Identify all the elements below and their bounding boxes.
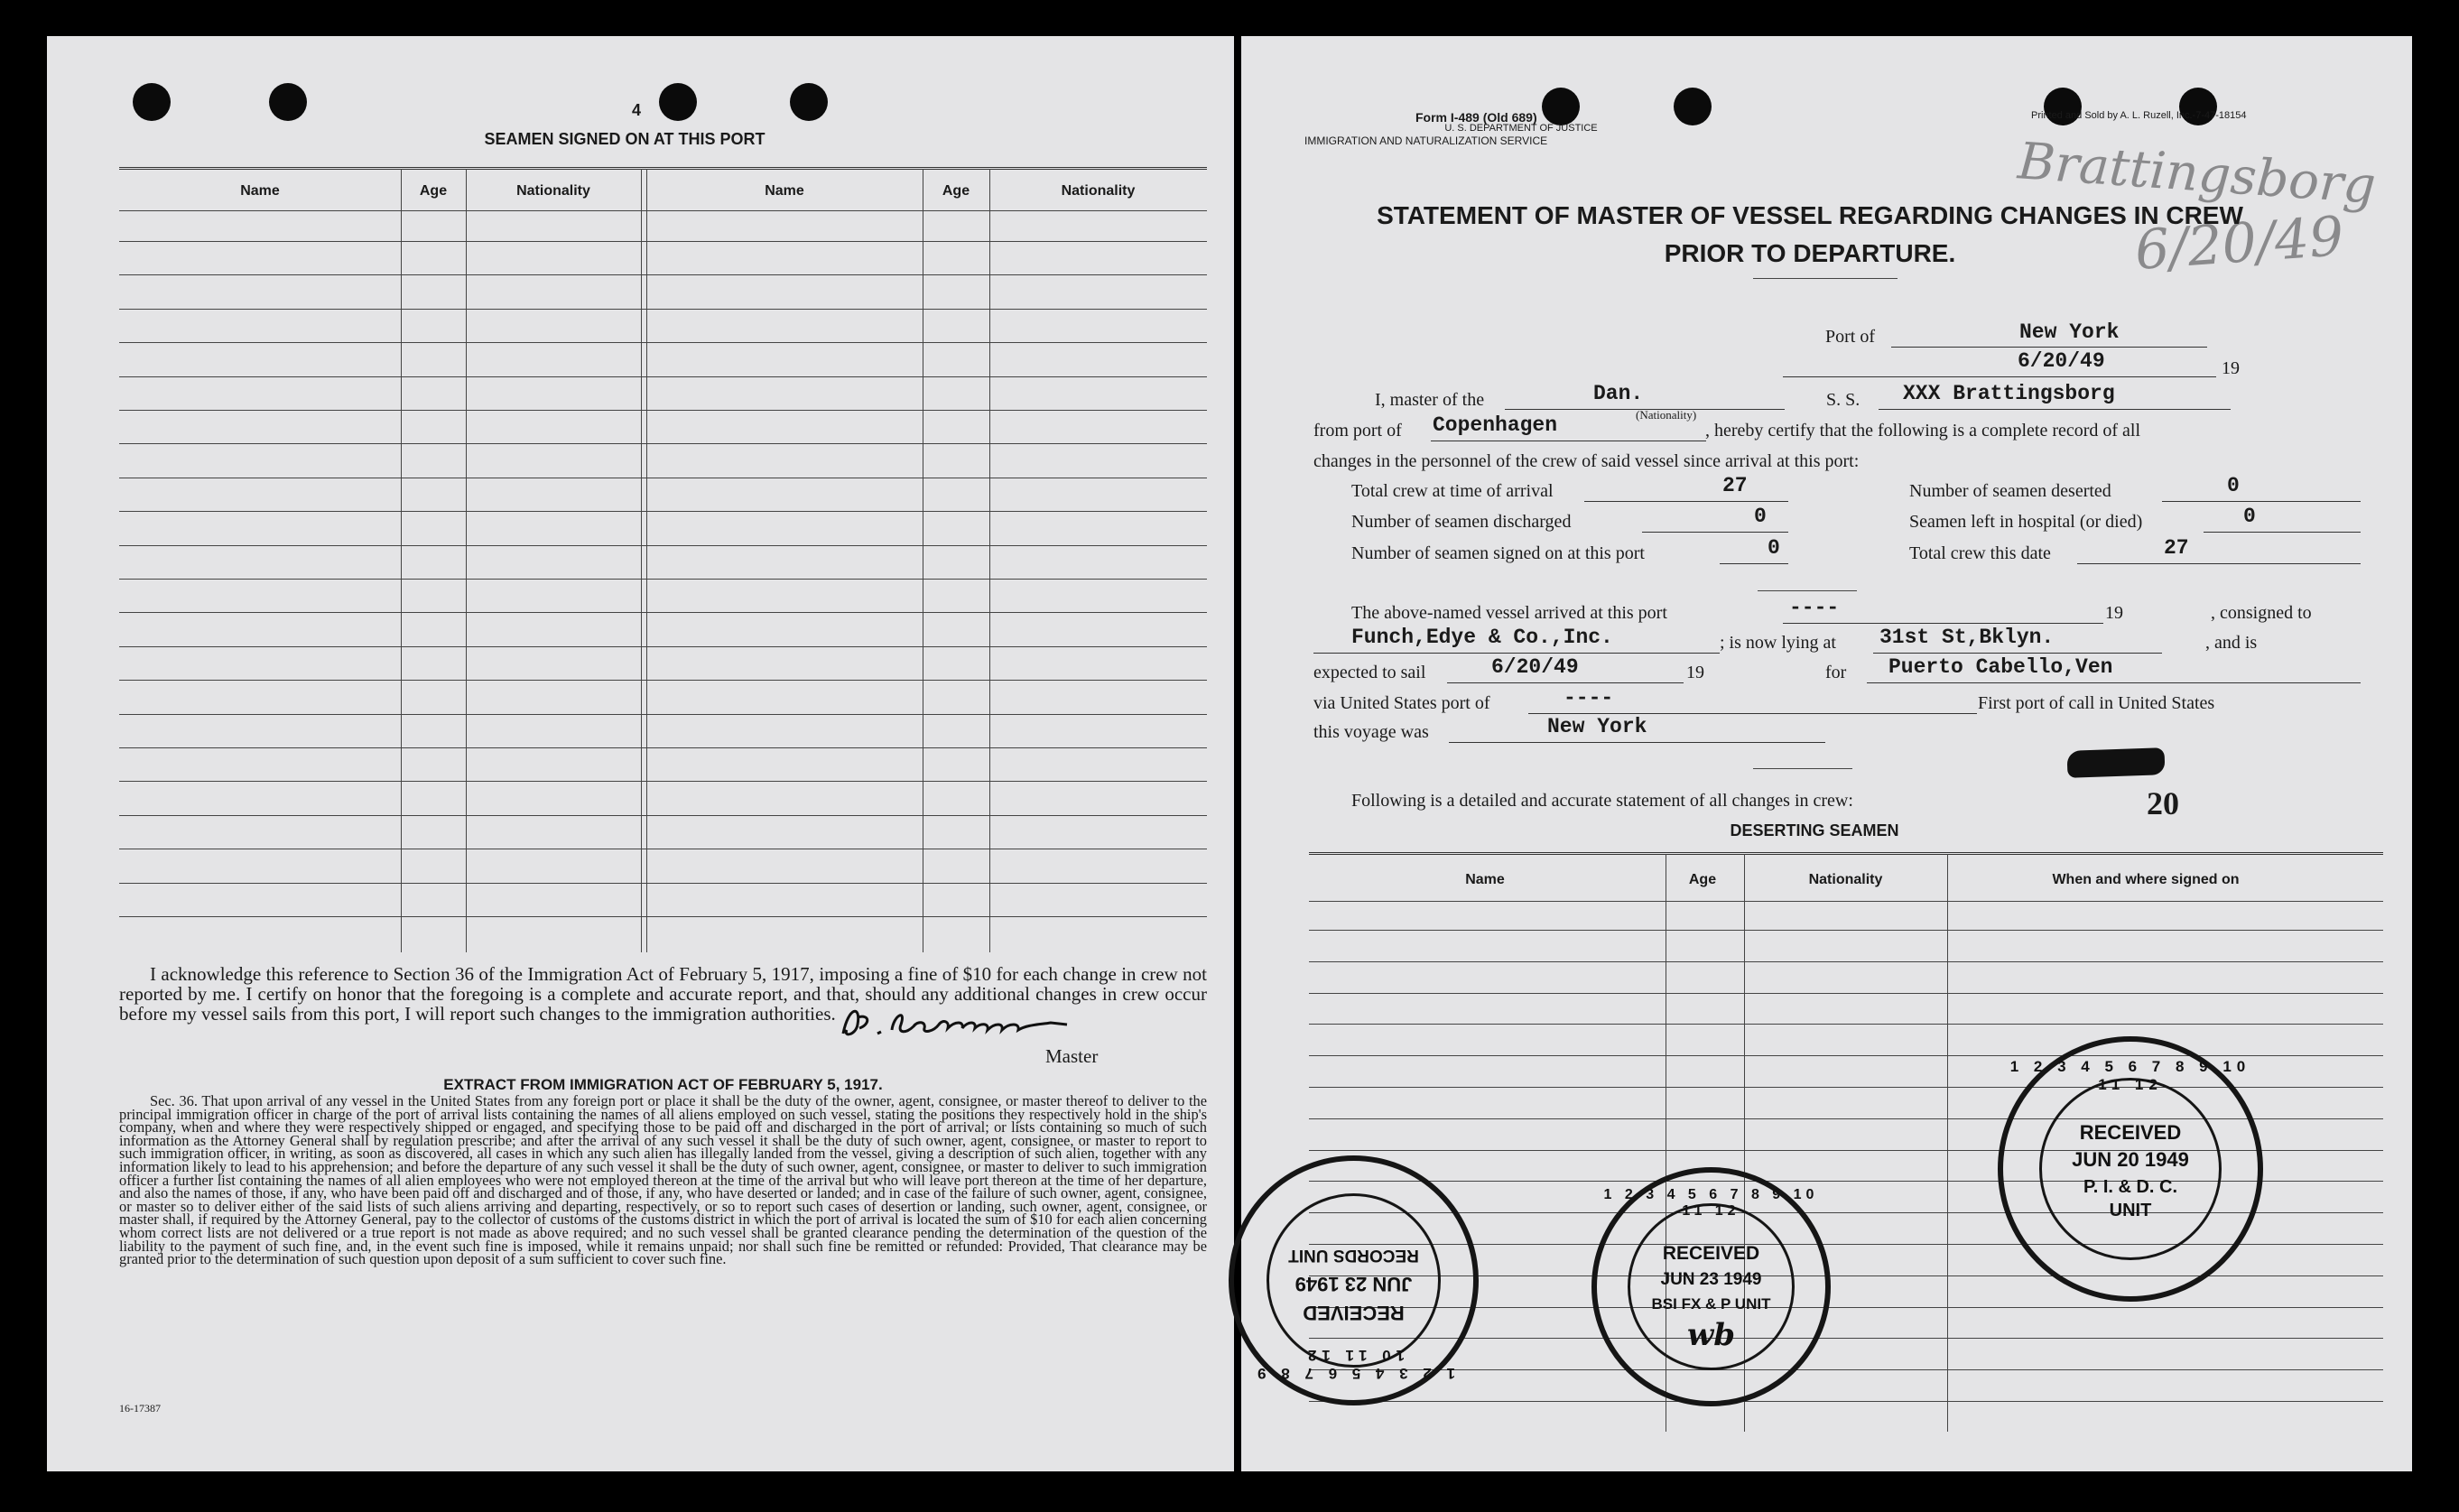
department: U. S. DEPARTMENT OF JUSTICE (1444, 123, 1598, 134)
date-underline (1783, 376, 2216, 377)
handwritten-vessel-name: Brattingsborg (2016, 132, 2378, 216)
table-row-rule (1309, 1401, 2383, 1402)
via-label: via United States port of (1313, 693, 1490, 713)
punch-hole (1542, 88, 1580, 125)
voyage-label: this voyage was (1313, 722, 1429, 742)
stamp-ring-numbers: 1 2 3 4 5 6 7 8 9 10 11 12 (2009, 1058, 2251, 1093)
vessel-value: XXX Brattingsborg (1903, 382, 2115, 405)
consignee-value: Funch,Edye & Co.,Inc. (1351, 626, 1613, 649)
title-line2: PRIOR TO DEPARTURE. (1664, 239, 1956, 267)
port-underline (1891, 347, 2207, 348)
table-row-rule (1309, 1338, 2383, 1339)
stamp-unit-line2: UNIT (2109, 1201, 2152, 1220)
certify-text: , hereby certify that the following is a complete record of all (1705, 421, 2141, 441)
stamp-initials: wb (1686, 1317, 1736, 1353)
bsi-stamp (1591, 1167, 1831, 1406)
year-label: 19 (2222, 358, 2240, 378)
stat-underline (2162, 501, 2361, 502)
lying-underline (1873, 653, 2162, 654)
vessel-underline (1879, 409, 2231, 410)
deserting-header-age: Age (1688, 872, 1717, 887)
signed-on-title: SEAMEN SIGNED ON AT THIS PORT (484, 130, 766, 148)
col-divider (641, 169, 642, 952)
stat-label: Total crew at time of arrival (1351, 481, 1554, 501)
punch-hole (659, 83, 697, 121)
first-port-label: First port of call in United States (1978, 693, 2215, 713)
deserting-header-nationality: Nationality (1808, 872, 1883, 887)
deserting-header-rule (1309, 901, 2383, 902)
voyage-underline (1449, 742, 1825, 743)
col-header-nationality: Nationality (516, 183, 590, 199)
form-number-text: Form I-489 (1415, 110, 1480, 125)
stat-value: 0 (2243, 505, 2256, 528)
acknowledgment-text: I acknowledge this reference to Section 36 of the Immigration Act of February 5, 1917, imposing a fine of $10 for each change in crew not reported by me. I certify on honor that the foregoing is a complete and accurate report, and that, should any additional changes in crew occur before my vessel sails from this port, I will report such changes to the immigration authorities. (119, 963, 1207, 1025)
stamp-ring-numbers: 1 2 3 4 5 6 7 8 9 10 11 12 (1603, 1187, 1819, 1219)
stamp-date: JUN 20 1949 (2072, 1148, 2189, 1171)
sail-value: 6/20/49 (1491, 655, 1579, 679)
form-code: 16-17387 (119, 1402, 161, 1415)
destination-value: Puerto Cabello,Ven (1888, 655, 2113, 679)
for-label: for (1825, 663, 1847, 682)
punch-hole (790, 83, 828, 121)
via-value: ---- (1564, 686, 1614, 710)
title-line1: STATEMENT OF MASTER OF VESSEL REGARDING CHANGES IN CREW (1377, 201, 2243, 229)
table-row-rule (119, 883, 1207, 884)
table-row-rule (119, 815, 1207, 816)
table-header-rule (119, 210, 1207, 211)
stamp-received: RECEIVED (1303, 1302, 1405, 1324)
from-port-value: Copenhagen (1433, 413, 1558, 437)
punch-hole (1674, 88, 1712, 125)
arrived-value: ---- (1789, 596, 1840, 619)
table-row-rule (119, 241, 1207, 242)
stamp-received: RECEIVED (1662, 1243, 1760, 1264)
stat-value: 27 (2164, 536, 2189, 560)
table-row-rule (119, 646, 1207, 647)
table-row-rule (1309, 1055, 2383, 1056)
section-rule (1753, 768, 1852, 769)
stat-underline (1720, 563, 1788, 564)
col-header-age: Age (942, 183, 970, 199)
table-row-rule (119, 342, 1207, 343)
deserting-header-signed-on: When and where signed on (2052, 872, 2240, 887)
table-row-rule (119, 274, 1207, 275)
extract-title: EXTRACT FROM IMMIGRATION ACT OF FEBRUARY 5, 1917. (443, 1076, 883, 1093)
deserting-header-name: Name (1465, 872, 1505, 887)
table-row-rule (1309, 993, 2383, 994)
stat-value: 0 (2227, 474, 2240, 497)
sail-year: 19 (1686, 663, 1704, 682)
right-page (1241, 36, 2412, 1471)
date-value: 6/20/49 (2018, 349, 2105, 373)
page-number: 4 (632, 101, 642, 119)
port-label: Port of (1825, 327, 1875, 347)
col-header-name: Name (765, 183, 804, 199)
deserting-title: DESERTING SEAMEN (1730, 821, 1899, 839)
stat-value: 0 (1768, 536, 1780, 560)
punch-hole (133, 83, 171, 121)
stamp-unit: P. I. & D. C. (2083, 1177, 2178, 1197)
stamp-date: JUN 23 1949 (1294, 1273, 1413, 1295)
service: IMMIGRATION AND NATURALIZATION SERVICE (1304, 135, 1548, 147)
redaction-mark (2067, 747, 2166, 778)
col-divider (401, 169, 402, 952)
handwritten-date: 6/20/49 (2132, 205, 2346, 283)
table-row-rule (1309, 1024, 2383, 1025)
master-signature (830, 997, 1101, 1052)
master-of-label: I, master of the (1375, 390, 1485, 410)
via-underline (1528, 713, 1977, 714)
stamp-received: RECEIVED (2079, 1121, 2182, 1144)
following-text: Following is a detailed and accurate statement of all changes in crew: (1351, 791, 1853, 811)
extract-text: Sec. 36. That upon arrival of any vessel in the United States from any foreign port or place it shall be the duty of the owner, agent, consignee, or master thereof to deliver to the principal immigration officer in charge of the port of arrival lists containing the names of all aliens employed on such vessel, stating the positions they respectively hold in the ship's company, when and where they were respectively shipped or engaged, and specifying those to be paid off and discharged in the port of arrival; or lists containing so much of such information as the Attorney General shall by regulation prescribe; and after the arrival of any such vessel it shall be the duty of such owner, agent, consignee, or master to report to such immigration officer, in writing, as soon as discovered, all cases in which any such alien has illegally landed from the vessel, giving a description of such alien, together with any information likely to lead to his apprehension; and before the departure of any such vessel it shall be the duty of such owner, agent, consignee, or master to deliver to such immigration officer a further list containing the names of all alien employees who were not employed thereon at the time of the arrival but who will leave port thereon at the time of her departure, and also the names of those, if any, who have been paid off and discharged and of those, if any, who have deserted or landed; and in case of the failure of such owner, agent, consignee, or master so to deliver either of the said lists of such aliens arriving and departing, respectively, or so to report such cases of desertion or landing, such owner, agent, consignee, or master shall, if required by the Attorney General, pay to the collector of customs of the customs district in which the port of arrival is located the sum of $10 for each alien concerning whom correct lists are not delivered or a true report is not made as above required; and no such vessel shall be granted clearance pending the determination of the question of the liability to the payment of such fine, and, in the event such fine is imposed, while it remains unpaid; nor shall such fine be remitted or refunded: Provided, That clearance may be granted prior to the determination of such question upon deposit of a sum sufficient to cover such fine. (119, 1092, 1207, 1268)
printer-line: Printed and Sold by A. L. Ruzell, Inc.-7-47-18154 (2031, 110, 2247, 121)
crew-changes-number: 20 (2147, 785, 2179, 821)
table-row-rule (1309, 930, 2383, 931)
table-row-rule (119, 309, 1207, 310)
lying-value: 31st St,Bklyn. (1879, 626, 2055, 649)
arrived-underline (1783, 623, 2103, 624)
changes-text: changes in the personnel of the crew of said vessel since arrival at this port: (1313, 451, 1860, 471)
stamp-date: JUN 23 1949 (1660, 1270, 1762, 1289)
stat-underline (1642, 532, 1788, 533)
stat-underline (2204, 532, 2361, 533)
table-row-rule (119, 747, 1207, 748)
table-row-rule (119, 410, 1207, 411)
title-rule (1753, 278, 1898, 279)
stat-label: Number of seamen deserted (1909, 481, 2111, 501)
section-rule (1758, 590, 1857, 591)
stat-underline (2077, 563, 2361, 564)
table-row-rule (119, 612, 1207, 613)
stat-label: Number of seamen signed on at this port (1351, 543, 1645, 563)
from-port-label: from port of (1313, 421, 1402, 441)
stat-label: Seamen left in hospital (or died) (1909, 512, 2143, 532)
col-divider (1947, 854, 1948, 1432)
consigned-label: , consigned to (2211, 603, 2312, 623)
col-header-name: Name (240, 183, 280, 199)
table-row-rule (1309, 961, 2383, 962)
stamp-unit: BSI FX & P UNIT (1651, 1295, 1771, 1313)
col-header-age: Age (419, 183, 448, 199)
ss-label: S. S. (1826, 390, 1860, 410)
deserting-top-rule (1309, 852, 2383, 855)
col-header-nationality: Nationality (1061, 183, 1136, 199)
col-divider (989, 169, 990, 952)
col-divider (466, 169, 467, 952)
sail-underline (1447, 682, 1684, 683)
table-row-rule (119, 376, 1207, 377)
and-is-label: , and is (2205, 633, 2258, 653)
nationality-caption: (Nationality) (1636, 408, 1697, 422)
table-row-rule (119, 511, 1207, 512)
stamp-ring-numbers: 1 2 3 4 5 6 7 8 9 10 11 12 (1252, 1347, 1455, 1382)
records-unit-stamp (1229, 1155, 1479, 1405)
punch-hole (269, 83, 307, 121)
form-number-old: (Old 689) (1482, 110, 1537, 125)
stat-label: Total crew this date (1909, 543, 2051, 563)
table-row-rule (119, 579, 1207, 580)
pid-stamp (1998, 1036, 2263, 1302)
expected-label: expected to sail (1313, 663, 1426, 682)
port-value: New York (2019, 320, 2120, 344)
consignee-underline (1313, 653, 1720, 654)
nationality-value: Dan. (1593, 382, 1644, 405)
table-row-rule (119, 916, 1207, 917)
table-row-rule (119, 545, 1207, 546)
table-row-rule (119, 714, 1207, 715)
table-row-rule (119, 443, 1207, 444)
left-page (47, 36, 1234, 1471)
stamp-unit: RECORDS UNIT (1288, 1246, 1419, 1265)
destination-underline (1867, 682, 2361, 683)
stat-underline (1584, 501, 1788, 502)
stat-value: 0 (1754, 505, 1767, 528)
arrived-year: 19 (2105, 603, 2123, 623)
voyage-value: New York (1547, 715, 1647, 738)
stat-value: 27 (1722, 474, 1748, 497)
table-top-rule (119, 167, 1207, 170)
arrived-label: The above-named vessel arrived at this port (1351, 603, 1667, 623)
table-row-rule (119, 781, 1207, 782)
table-row-rule (119, 680, 1207, 681)
signature-role: Master (1045, 1045, 1099, 1067)
lying-label: ; is now lying at (1720, 633, 1836, 653)
stat-label: Number of seamen discharged (1351, 512, 1572, 532)
col-divider (646, 169, 647, 952)
